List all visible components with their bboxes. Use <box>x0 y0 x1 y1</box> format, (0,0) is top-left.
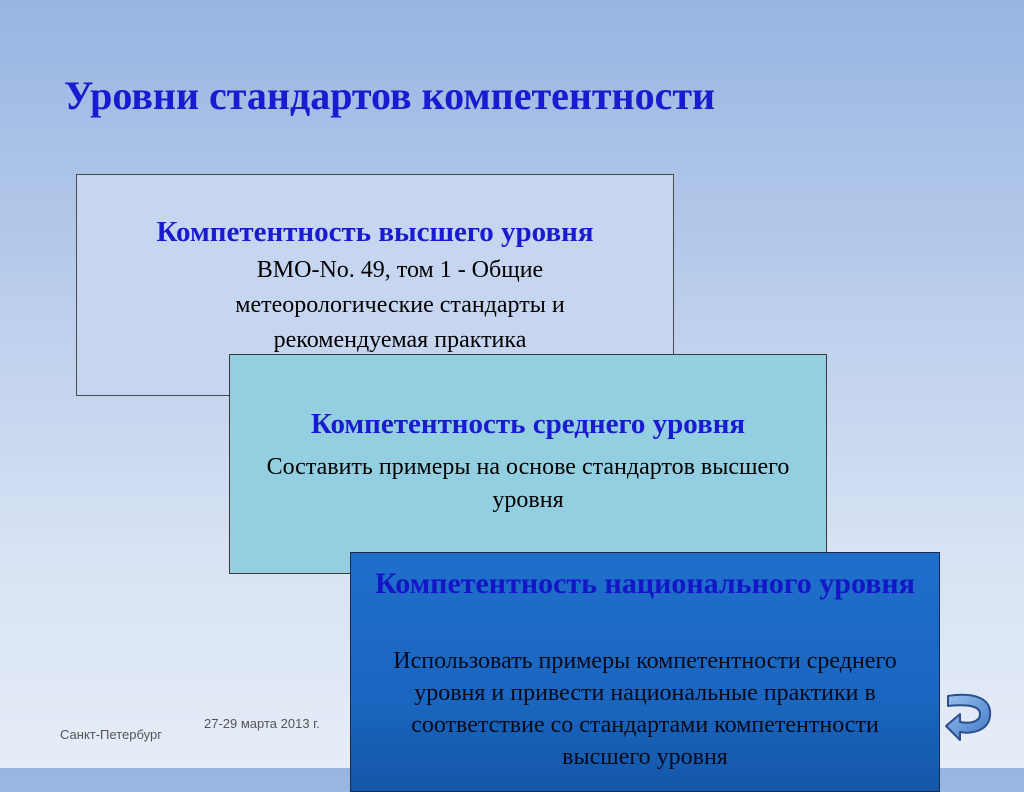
national-level-heading: Компетентность национального уровня <box>375 567 915 600</box>
mid-level-heading: Компетентность среднего уровня <box>310 408 746 440</box>
national-level-box <box>350 552 940 792</box>
footer-date: 27-29 марта 2013 г. <box>204 716 320 731</box>
high-level-body: ВМО-No. 49, том 1 - Общие метеорологические стандарты и рекомендуемая практика <box>235 257 565 353</box>
slide-title: Уровни стандартов компетентности <box>64 73 716 118</box>
return-arrow-icon[interactable] <box>944 688 994 744</box>
mid-level-box <box>229 354 827 574</box>
high-level-heading: Компетентность высшего уровня <box>156 216 594 248</box>
footer-location: Санкт-Петербург <box>60 727 162 742</box>
mid-level-body: Составить примеры на основе стандартов высшего уровня <box>266 454 790 513</box>
national-level-body: Использовать примеры компетентности среднего уровня и привести национальные практики в соответствие со стандартами компетентности высшего уровня <box>393 648 897 770</box>
